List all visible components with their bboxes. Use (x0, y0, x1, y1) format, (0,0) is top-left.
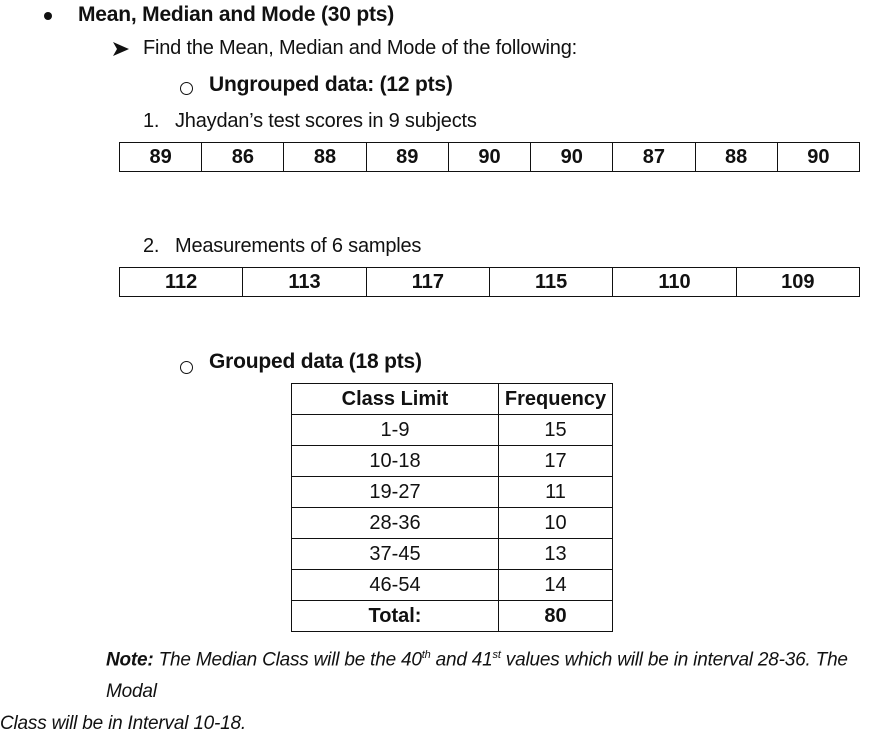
measurement-cell: 109 (736, 268, 859, 297)
frequency-table (291, 383, 613, 632)
table-header-row (292, 384, 613, 415)
frequency-cell: 14 (499, 570, 613, 601)
score-cell: 89 (366, 143, 448, 172)
table-row (292, 446, 613, 477)
frequency-cell: 13 (499, 539, 613, 570)
circle-bullet-icon (180, 82, 193, 95)
item-1-number: 1. (143, 110, 160, 132)
table-row (292, 539, 613, 570)
circle-bullet-icon (180, 361, 193, 374)
score-cell: 86 (202, 143, 284, 172)
score-cell: 87 (613, 143, 695, 172)
section-title: Mean, Median and Mode (30 pts) (78, 3, 395, 26)
frequency-cell: 10 (499, 508, 613, 539)
measurement-cell: 112 (120, 268, 243, 297)
score-cell: 88 (284, 143, 366, 172)
score-cell: 90 (448, 143, 530, 172)
table-row (292, 477, 613, 508)
measurement-cell: 113 (243, 268, 366, 297)
bullet-icon (44, 12, 52, 20)
item-2-number: 2. (143, 235, 160, 257)
item-1-label: Jhaydan’s test scores in 9 subjects (175, 110, 477, 132)
measurement-cell: 117 (366, 268, 489, 297)
table-row (292, 415, 613, 446)
table-row (120, 268, 860, 297)
class-limit-cell: 37-45 (292, 539, 499, 570)
arrow-bullet-icon (112, 40, 130, 58)
note-paragraph (0, 639, 870, 740)
table-row (120, 143, 860, 172)
score-cell: 89 (120, 143, 202, 172)
frequency-cell: 15 (499, 415, 613, 446)
note-line-2: Class will be in Interval 10-18. (0, 713, 246, 735)
class-limit-header: Class Limit (292, 384, 499, 415)
table-row (292, 570, 613, 601)
grouped-heading: Grouped data (18 pts) (209, 350, 422, 373)
class-limit-cell: 19-27 (292, 477, 499, 508)
score-cell: 90 (777, 143, 859, 172)
table-row (292, 508, 613, 539)
score-cell: 88 (695, 143, 777, 172)
class-limit-cell: 28-36 (292, 508, 499, 539)
class-limit-cell: 46-54 (292, 570, 499, 601)
ungrouped-heading: Ungrouped data: (12 pts) (209, 73, 453, 96)
total-value: 80 (499, 601, 613, 632)
frequency-header: Frequency (499, 384, 613, 415)
item-2-label: Measurements of 6 samples (175, 235, 422, 257)
class-limit-cell: 1-9 (292, 415, 499, 446)
total-row (292, 601, 613, 632)
frequency-cell: 11 (499, 477, 613, 508)
note-label: Note: (106, 649, 154, 671)
measurements-table (119, 267, 860, 297)
total-label: Total: (292, 601, 499, 632)
measurement-cell: 110 (613, 268, 736, 297)
frequency-cell: 17 (499, 446, 613, 477)
test-scores-table (119, 142, 860, 172)
instruction-text: Find the Mean, Median and Mode of the following: (143, 37, 578, 59)
score-cell: 90 (531, 143, 613, 172)
class-limit-cell: 10-18 (292, 446, 499, 477)
measurement-cell: 115 (489, 268, 612, 297)
note-line-1: Note: The Median Class will be the 40th and 41st values which will be in interval 28-36. The Modal (106, 649, 848, 703)
